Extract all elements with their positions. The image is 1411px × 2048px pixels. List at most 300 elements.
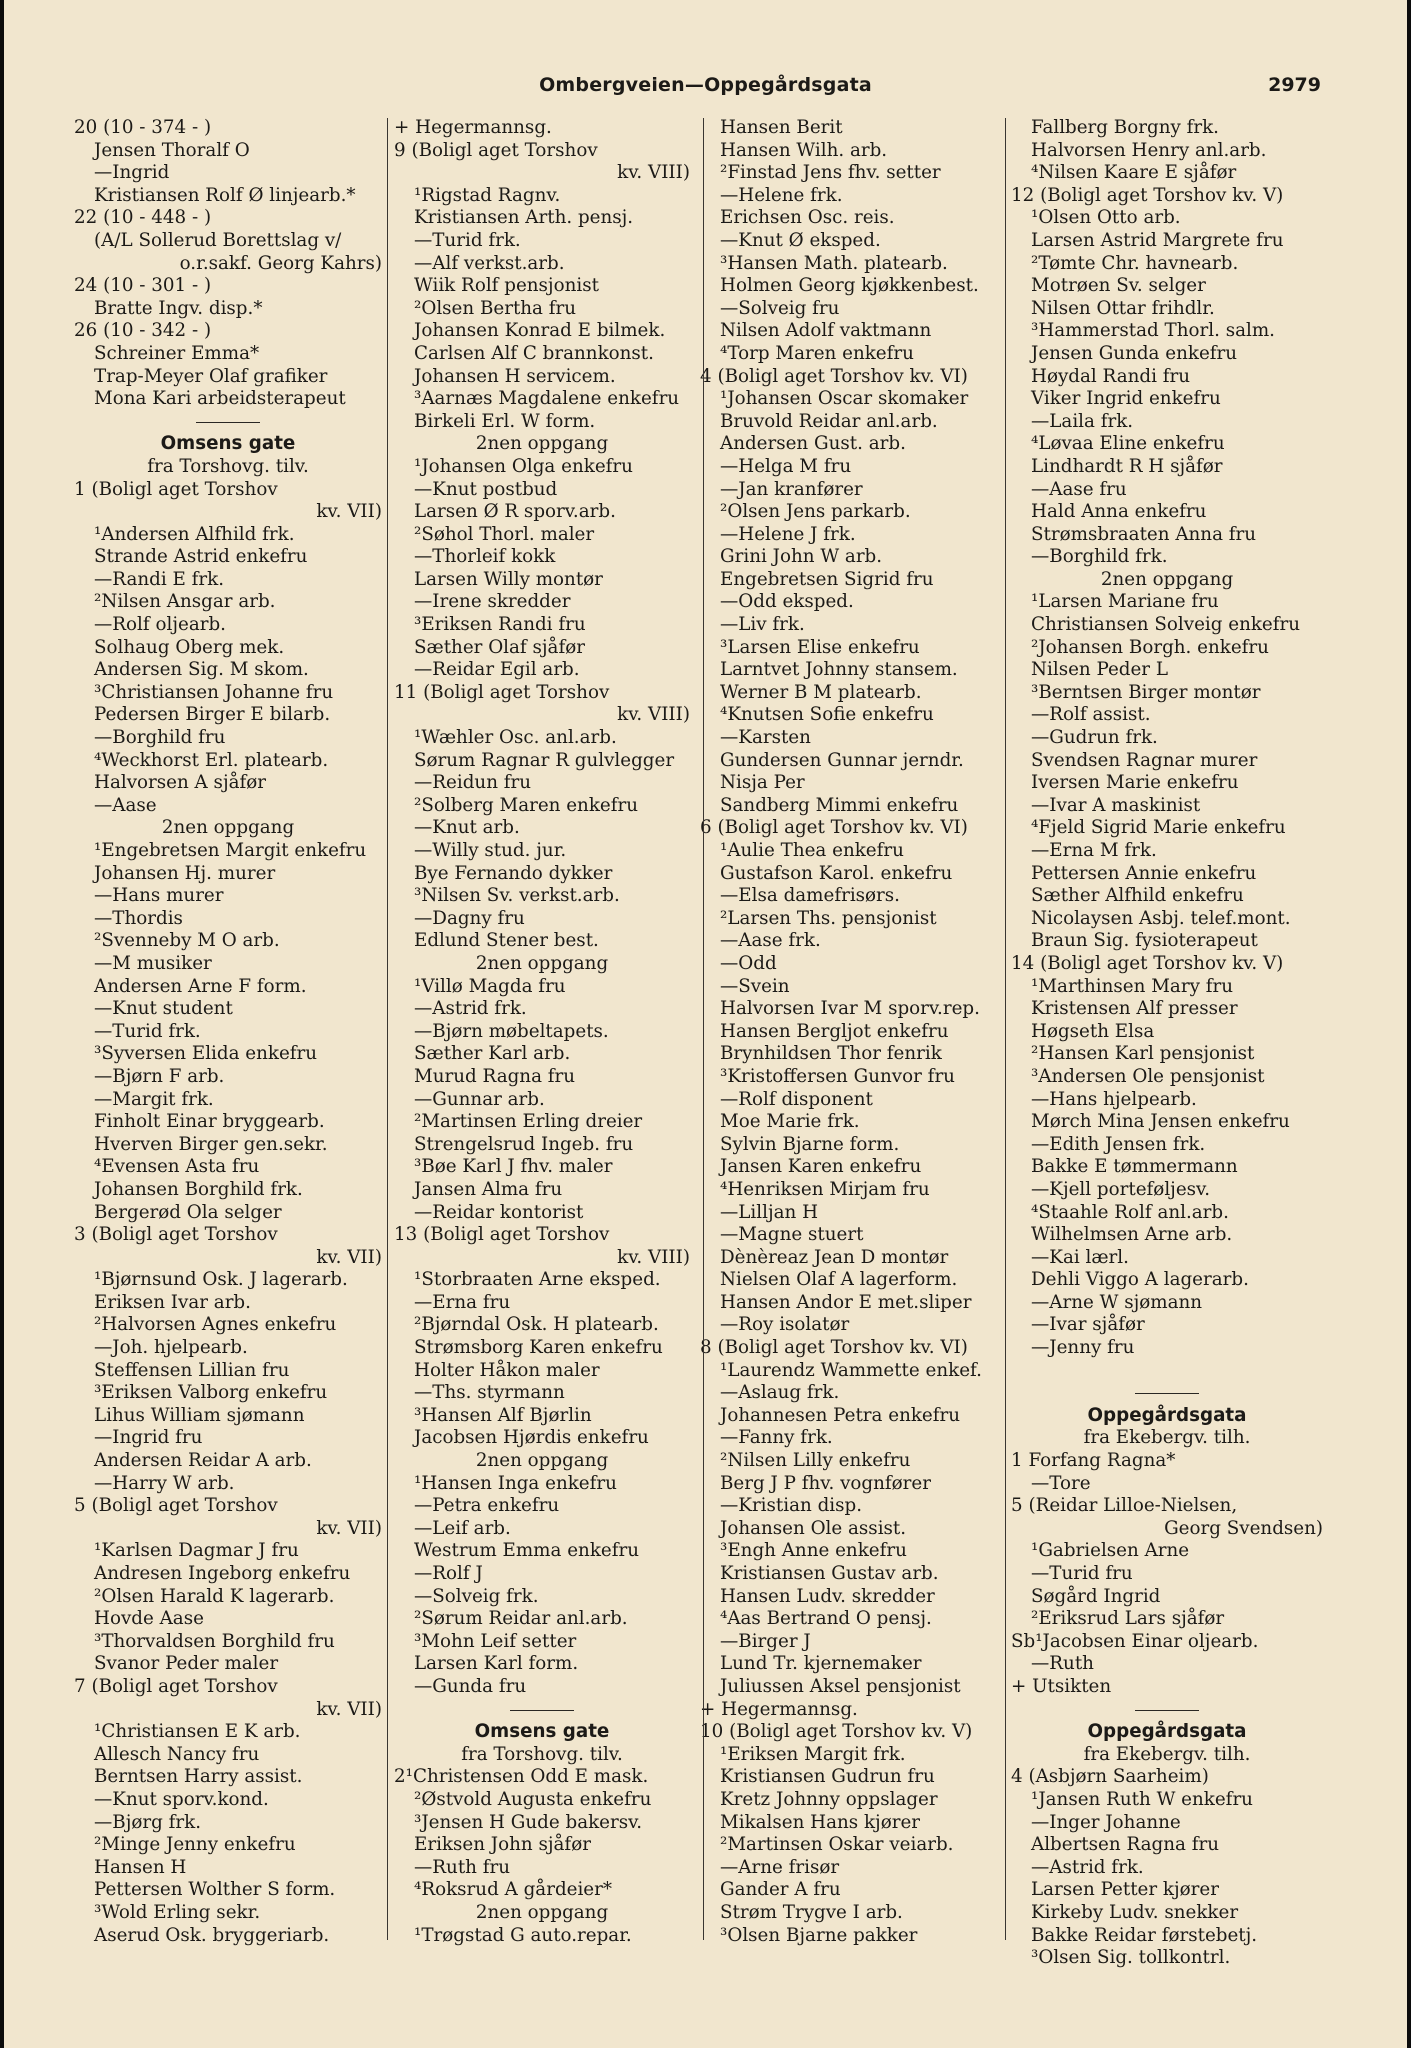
address-line: 12 (Boligl aget Torshov kv. V)	[1011, 184, 1284, 206]
directory-entry: Lindhardt R H sjåfør	[1031, 455, 1223, 477]
entry-continuation: kv. VII)	[316, 501, 382, 523]
directory-entry: —Reidar Egil arb.	[414, 659, 580, 681]
directory-entry: Braun Sig. fysioterapeut	[1031, 930, 1258, 952]
directory-entry: Bergerød Ola selger	[94, 1201, 282, 1223]
directory-entry: —Rolf J	[414, 1563, 483, 1584]
directory-entry: Sæther Olaf sjåfør	[414, 636, 585, 658]
directory-entry: ³Eriksen Randi fru	[414, 614, 586, 636]
directory-entry: —Kai lærl.	[1031, 1246, 1129, 1268]
directory-entry: ¹Eriksen Margit frk.	[720, 1743, 906, 1765]
page-title: Ombergveien—Oppegårdsgata	[539, 74, 872, 96]
directory-entry: Johansen Ole assist.	[720, 1517, 907, 1539]
directory-entry: —Leif arb.	[414, 1517, 511, 1539]
directory-entry: ³Kristoffersen Gunvor fru	[720, 1065, 955, 1087]
directory-entry: —Margit frk.	[94, 1088, 214, 1110]
directory-entry: ³Hammerstad Thorl. salm.	[1031, 320, 1275, 342]
directory-entry: —Liv frk.	[720, 614, 805, 636]
directory-entry: Larsen Petter kjører	[1031, 1879, 1219, 1901]
column-2	[394, 117, 690, 1947]
directory-entry: —Knut postbud	[414, 478, 558, 500]
directory-entry: Gustafson Karol. enkefru	[720, 862, 953, 884]
directory-entry: Nilsen Peder L	[1031, 659, 1168, 681]
directory-entry: Hovde Aase	[94, 1608, 204, 1630]
directory-entry: ¹Hansen Inga enkefru	[414, 1472, 617, 1494]
directory-entry: Holter Håkon maler	[414, 1359, 600, 1381]
directory-entry: Hansen Berit	[720, 117, 843, 138]
directory-entry: ²Sørum Reidar anl.arb.	[414, 1608, 628, 1630]
directory-entry: ³Andersen Ole pensjonist	[1031, 1065, 1265, 1087]
directory-entry: Carlsen Alf C brannkonst.	[414, 342, 654, 364]
directory-entry: —Knut Ø eksped.	[720, 229, 881, 251]
directory-entry: ¹Olsen Otto arb.	[1031, 207, 1181, 229]
directory-entry: —Birger J	[720, 1630, 811, 1652]
directory-entry: —Arne frisør	[720, 1856, 840, 1878]
directory-entry: ²Larsen Ths. pensjonist	[720, 907, 937, 929]
directory-entry: ¹Storbraaten Arne eksped.	[414, 1269, 661, 1291]
section-rule	[1011, 1699, 1323, 1722]
directory-entry: Bratte Ingv. disp.*	[94, 297, 263, 319]
column-divider	[1005, 118, 1006, 1940]
directory-entry: —Harry W arb.	[94, 1472, 235, 1494]
directory-entry: ⁴Aas Bertrand O pensj.	[720, 1608, 932, 1630]
directory-entry: —Inger Johanne	[1031, 1811, 1181, 1833]
directory-entry: —Joh. hjelpearb.	[94, 1337, 248, 1359]
directory-entry: Pettersen Wolther S form.	[94, 1879, 336, 1901]
directory-entry: ¹Karlsen Dagmar J fru	[94, 1540, 299, 1562]
address-line: 9 (Boligl aget Torshov	[394, 139, 598, 161]
directory-entry: Johansen Hj. murer	[94, 862, 276, 884]
column-4	[1011, 117, 1323, 1970]
address-line: 8 (Boligl aget Torshov kv. VI)	[700, 1337, 968, 1359]
directory-entry: Hansen Andor E met.sliper	[720, 1291, 972, 1313]
section-rule	[74, 411, 382, 434]
directory-entry: ³Hansen Math. platearb.	[720, 252, 948, 274]
directory-entry: Eriksen John sjåfør	[414, 1834, 591, 1856]
directory-entry: Mona Kari arbeidsterapeut	[94, 388, 346, 410]
directory-entry: —Bjørg frk.	[94, 1811, 202, 1833]
directory-entry: Fallberg Borgny frk.	[1031, 117, 1219, 138]
directory-entry: Trap-Meyer Olaf grafiker	[94, 365, 328, 387]
directory-entry: ²Martinsen Oskar veiarb.	[720, 1834, 954, 1856]
directory-entry: Gundersen Gunnar jerndr.	[720, 749, 964, 771]
page-header	[4, 74, 1407, 104]
section-label: 2nen oppgang	[1100, 568, 1234, 590]
directory-entry: Bakke E tømmermann	[1031, 1156, 1238, 1178]
directory-entry: —Aase	[94, 794, 157, 816]
directory-entry: —Astrid frk.	[1031, 1856, 1144, 1878]
directory-entry: ³Nilsen Sv. verkst.arb.	[414, 885, 620, 907]
directory-entry: Juliussen Aksel pensjonist	[720, 1675, 961, 1697]
directory-entry: Jensen Gunda enkefru	[1031, 342, 1238, 364]
directory-entry: —Gudrun frk.	[1031, 727, 1158, 749]
section-label: 2nen oppgang	[475, 1450, 609, 1472]
directory-entry: ²Olsen Harald K lagerarb.	[94, 1585, 335, 1607]
directory-entry: ²Minge Jenny enkefru	[94, 1834, 296, 1856]
directory-entry: —Willy stud. jur.	[414, 840, 567, 861]
directory-entry: —Solveig fru	[720, 297, 840, 319]
directory-entry: Brynhildsen Thor fenrik	[720, 1043, 942, 1065]
directory-entry: Søgård Ingrid	[1031, 1585, 1161, 1607]
section-label: 2nen oppgang	[475, 433, 609, 455]
directory-entry: ⁴Roksrud A gårdeier*	[414, 1879, 613, 1901]
directory-entry: ³Larsen Elise enkefru	[720, 636, 920, 658]
address-line: 3 (Boligl aget Torshov	[74, 1224, 278, 1246]
directory-entry: ¹Andersen Alfhild frk.	[94, 523, 295, 545]
directory-entry: ⁴Staahle Rolf anl.arb.	[1031, 1201, 1229, 1223]
directory-entry: ³Jensen H Gude bakersv.	[414, 1811, 643, 1833]
directory-entry: —Reidar kontorist	[414, 1201, 584, 1223]
directory-entry: Andersen Arne F form.	[94, 975, 307, 997]
directory-entry: ³Engh Anne enkefru	[720, 1540, 907, 1562]
directory-entry: —Dagny fru	[414, 907, 525, 929]
directory-entry: Nisja Per	[720, 772, 805, 794]
directory-entry: —Bjørn møbeltapets.	[414, 1020, 609, 1042]
directory-entry: ⁴Fjeld Sigrid Marie enkefru	[1031, 817, 1286, 839]
address-line: 22 (10 - 448 - )	[74, 207, 212, 229]
street-heading: Omsens gate	[474, 1721, 610, 1743]
directory-entry: ³Hansen Alf Bjørlin	[414, 1404, 592, 1426]
directory-entry: Larsen Willy montør	[414, 568, 603, 590]
directory-entry: Birkeli Erl. W form.	[414, 410, 596, 432]
address-line: 5 (Reidar Lilloe-Nielsen,	[1011, 1495, 1238, 1517]
entry-continuation: kv. VII)	[316, 1517, 382, 1539]
directory-entry: Andersen Gust. arb.	[720, 433, 906, 455]
directory-entry: Nielsen Olaf A lagerform.	[720, 1269, 958, 1291]
directory-entry: Solhaug Oberg mek.	[94, 636, 285, 658]
directory-entry: ¹Laurendz Wammette enkef.	[720, 1359, 982, 1381]
directory-entry: ⁴Løvaa Eline enkefru	[1031, 433, 1225, 455]
directory-entry: —Arne W sjømann	[1031, 1291, 1203, 1313]
directory-entry: Mørch Mina Jensen enkefru	[1031, 1111, 1290, 1133]
directory-entry: Holmen Georg kjøkkenbest.	[720, 275, 979, 297]
directory-entry: ³Bøe Karl J fhv. maler	[414, 1156, 613, 1178]
directory-entry: —Irene skredder	[414, 591, 571, 613]
directory-entry: Halvorsen A sjåfør	[94, 772, 267, 794]
directory-entry: —Aase fru	[1031, 478, 1127, 500]
directory-entry: —Aslaug frk.	[720, 1382, 840, 1404]
directory-entry: Sæther Alfhild enkefru	[1031, 885, 1244, 907]
entry-continuation: kv. VIII)	[617, 1246, 690, 1268]
directory-entry: Kristiansen Arth. pensj.	[414, 207, 634, 229]
directory-entry: Moe Marie frk.	[720, 1111, 860, 1133]
directory-entry: Nilsen Adolf vaktmann	[720, 320, 932, 342]
section-label: fra Torshovg. tilv.	[461, 1743, 623, 1765]
directory-entry: Hansen Bergljot enkefru	[720, 1020, 949, 1042]
directory-entry: ²Hansen Karl pensjonist	[1031, 1043, 1255, 1065]
directory-entry: Schreiner Emma*	[94, 342, 260, 364]
entry-continuation: kv. VII)	[316, 1246, 382, 1268]
directory-entry: —Edith Jensen frk.	[1031, 1133, 1206, 1155]
directory-entry: Kristensen Alf presser	[1031, 998, 1238, 1020]
directory-entry: ¹Larsen Mariane fru	[1031, 591, 1219, 613]
directory-entry: Iversen Marie enkefru	[1031, 772, 1239, 794]
directory-entry: Wiik Rolf pensjonist	[414, 275, 599, 297]
directory-entry: —Petra enkefru	[414, 1495, 560, 1517]
directory-entry: —Thorleif kokk	[414, 546, 556, 568]
directory-entry: ²Finstad Jens fhv. setter	[720, 162, 941, 184]
directory-entry: —Odd eksped.	[720, 591, 854, 613]
directory-entry: ⁴Torp Maren enkefru	[720, 342, 914, 364]
directory-entry: —Bjørn F arb.	[94, 1065, 225, 1087]
column-divider	[703, 118, 704, 1940]
directory-entry: Halvorsen Henry anl.arb.	[1031, 139, 1267, 161]
address-line: 2¹Christensen Odd E mask.	[394, 1766, 649, 1788]
directory-entry: ⁴Weckhorst Erl. platearb.	[94, 749, 329, 771]
directory-entry: Kristiansen Gudrun fru	[720, 1766, 935, 1788]
directory-entry: Bakke Reidar førstebetj.	[1031, 1924, 1258, 1946]
directory-entry: ³Berntsen Birger montør	[1031, 681, 1261, 703]
directory-entry: —Gunda fru	[414, 1675, 527, 1697]
directory-entry: —Fanny frk.	[720, 1427, 833, 1449]
directory-entry: Sylvin Bjarne form.	[720, 1133, 900, 1155]
address-line: Sb¹Jacobsen Einar oljearb.	[1011, 1630, 1259, 1652]
page-number: 2979	[1268, 74, 1321, 96]
address-line: 11 (Boligl aget Torshov	[394, 681, 610, 703]
directory-entry: ¹Trøgstad G auto.repar.	[414, 1924, 632, 1946]
directory-entry: Bruvold Reidar anl.arb.	[720, 410, 938, 432]
directory-entry: ¹Johansen Oscar skomaker	[720, 388, 969, 410]
directory-entry: ³Mohn Leif setter	[414, 1630, 577, 1652]
directory-entry: ⁴Nilsen Kaare E sjåfør	[1031, 162, 1237, 184]
street-heading: Omsens gate	[160, 433, 296, 455]
directory-entry: Høydal Randi fru	[1031, 365, 1191, 387]
directory-entry: ³Syversen Elida enkefru	[94, 1043, 318, 1065]
directory-entry: —M musiker	[94, 952, 212, 974]
directory-entry: —Elsa damefrisørs.	[720, 885, 900, 907]
directory-entry: Hansen Ludv. skredder	[720, 1585, 935, 1607]
directory-entry: Hansen Wilh. arb.	[720, 139, 888, 161]
directory-entry: —Karsten	[720, 727, 811, 749]
directory-entry: Aserud Osk. bryggeriarb.	[94, 1924, 330, 1946]
directory-entry: ²Olsen Jens parkarb.	[720, 501, 911, 523]
column-1	[74, 117, 382, 1947]
address-line: 10 (Boligl aget Torshov kv. V)	[700, 1721, 973, 1743]
directory-entry: Andersen Reidar A arb.	[94, 1450, 312, 1472]
directory-entry: —Borghild fru	[94, 727, 226, 749]
section-label: 2nen oppgang	[475, 1901, 609, 1923]
directory-entry: ²Søhol Thorl. maler	[414, 523, 595, 545]
directory-entry: Grini John W arb.	[720, 546, 883, 568]
directory-entry: Dènèreaz Jean D montør	[720, 1246, 949, 1268]
directory-entry: —Ruth fru	[414, 1856, 511, 1878]
address-line	[1011, 1360, 1323, 1383]
directory-entry: Halvorsen Ivar M sporv.rep.	[720, 998, 980, 1020]
directory-entry: —Rolf assist.	[1031, 704, 1151, 726]
directory-entry: ³Aarnæs Magdalene enkefru	[414, 388, 680, 410]
directory-entry: ³Christiansen Johanne fru	[94, 681, 334, 703]
directory-entry: ¹Villø Magda fru	[414, 975, 566, 997]
section-label: fra Ekebergv. tilh.	[1083, 1743, 1251, 1765]
directory-entry: Johansen Konrad E bilmek.	[414, 320, 666, 342]
directory-entry: Dehli Viggo A lagerarb.	[1031, 1269, 1249, 1291]
directory-entry: Larsen Karl form.	[414, 1653, 579, 1675]
directory-entry: ¹Engebretsen Margit enkefru	[94, 840, 367, 861]
directory-entry: Strømsbraaten Anna fru	[1031, 523, 1257, 545]
directory-entry: Kristiansen Gustav arb.	[720, 1563, 939, 1584]
address-line: 5 (Boligl aget Torshov	[74, 1495, 278, 1517]
directory-entry: Høgseth Elsa	[1031, 1020, 1155, 1042]
directory-entry: —Turid frk.	[94, 1020, 201, 1042]
directory-entry: —Borghild frk.	[1031, 546, 1168, 568]
directory-entry: —Alf verkst.arb.	[414, 252, 565, 274]
directory-entry: ³Olsen Bjarne pakker	[720, 1924, 918, 1946]
directory-entry: —Rolf oljearb.	[94, 614, 226, 636]
directory-entry: Jacobsen Hjørdis enkefru	[414, 1427, 649, 1449]
directory-entry: Edlund Stener best.	[414, 930, 599, 952]
directory-entry: ²Eriksrud Lars sjåfør	[1031, 1608, 1225, 1630]
directory-entry: Werner B M platearb.	[720, 681, 922, 703]
directory-entry: Pedersen Birger E bilarb.	[94, 704, 331, 726]
address-line: 1 Forfang Ragna*	[1011, 1450, 1176, 1472]
directory-entry: ¹Marthinsen Mary fru	[1031, 975, 1233, 997]
directory-entry: —Knut sporv.kond.	[94, 1788, 269, 1810]
directory-entry: —Kjell porteføljesv.	[1031, 1178, 1210, 1200]
section-label: fra Ekebergv. tilh.	[1083, 1427, 1251, 1449]
directory-entry: Mikalsen Hans kjører	[720, 1811, 921, 1833]
directory-entry: ²Johansen Borgh. enkefru	[1031, 636, 1269, 658]
directory-entry: —Hans murer	[94, 885, 224, 907]
directory-entry: —Rolf disponent	[720, 1088, 873, 1110]
directory-entry: Christiansen Solveig enkefru	[1031, 614, 1301, 636]
directory-entry: Murud Ragna fru	[414, 1065, 576, 1087]
directory-entry: Jansen Alma fru	[414, 1178, 563, 1200]
directory-entry: Hansen H	[94, 1856, 187, 1878]
directory-entry: ²Solberg Maren enkefru	[414, 794, 639, 816]
directory-entry: —Thordis	[94, 907, 183, 929]
directory-entry: ²Nilsen Lilly enkefru	[720, 1450, 911, 1472]
directory-entry: —Turid fru	[1031, 1563, 1133, 1584]
directory-entry: —Laila frk.	[1031, 410, 1134, 432]
directory-entry: —Erna fru	[414, 1291, 511, 1313]
directory-entry: Larntvet Johnny stansem.	[720, 659, 958, 681]
directory-entry: —Magne stuert	[720, 1224, 864, 1246]
address-line: + Hegermannsg.	[394, 117, 552, 138]
directory-entry: Sørum Ragnar R gulvlegger	[414, 749, 675, 771]
entry-continuation: kv. VIII)	[617, 162, 690, 184]
directory-entry: ¹Gabrielsen Arne	[1031, 1540, 1190, 1562]
address-line: 24 (10 - 301 - )	[74, 275, 212, 297]
directory-entry: Eriksen Ivar arb.	[94, 1291, 251, 1313]
directory-entry: Finholt Einar bryggearb.	[94, 1111, 325, 1133]
directory-entry: —Tore	[1031, 1472, 1091, 1494]
directory-entry: (A/L Sollerud Borettslag v/	[94, 229, 342, 251]
column-3	[700, 117, 1006, 1947]
directory-entry: ¹Rigstad Ragnv.	[414, 184, 561, 206]
directory-entry: Kretz Johnny oppslager	[720, 1788, 938, 1810]
directory-entry: —Solveig frk.	[414, 1585, 539, 1607]
directory-entry: ²Olsen Bertha fru	[414, 297, 577, 319]
directory-entry: Larsen Ø R sporv.arb.	[414, 501, 616, 523]
directory-entry: ²Svenneby M O arb.	[94, 930, 280, 952]
address-line: + Hegermannsg.	[700, 1698, 858, 1720]
street-heading: Oppegårdsgata	[1087, 1721, 1247, 1743]
directory-entry: Svendsen Ragnar murer	[1031, 749, 1258, 771]
directory-entry: Lund Tr. kjernemaker	[720, 1653, 922, 1675]
directory-entry: —Astrid frk.	[414, 998, 527, 1020]
directory-entry: Strøm Trygve I arb.	[720, 1901, 903, 1923]
directory-entry: ⁴Evensen Asta fru	[94, 1156, 260, 1178]
directory-entry: Johansen H servicem.	[414, 365, 616, 387]
address-line: 4 (Boligl aget Torshov kv. VI)	[700, 365, 968, 387]
directory-entry: —Ivar A maskinist	[1031, 794, 1201, 816]
directory-entry: —Reidun fru	[414, 772, 532, 794]
directory-entry: Wilhelmsen Arne arb.	[1031, 1224, 1233, 1246]
directory-entry: Viker Ingrid enkefru	[1031, 388, 1221, 410]
directory-entry: Bye Fernando dykker	[414, 862, 613, 884]
directory-entry: Andersen Sig. M skom.	[94, 659, 309, 681]
directory-entry: Engebretsen Sigrid fru	[720, 568, 934, 590]
directory-entry: —Helene frk.	[720, 184, 843, 206]
directory-entry: ²Tømte Chr. havnearb.	[1031, 252, 1239, 274]
directory-entry: —Ingrid	[94, 162, 170, 184]
directory-entry: —Aase frk.	[720, 930, 821, 952]
directory-entry: ⁴Knutsen Sofie enkefru	[720, 704, 934, 726]
entry-continuation: Georg Svendsen)	[1164, 1517, 1323, 1539]
directory-entry: —Jan kranfører	[720, 478, 863, 500]
directory-entry: Westrum Emma enkefru	[414, 1540, 639, 1562]
address-line: 1 (Boligl aget Torshov	[74, 478, 278, 500]
entry-continuation: kv. VIII)	[617, 704, 690, 726]
directory-entry: ³Thorvaldsen Borghild fru	[94, 1630, 335, 1652]
column-divider	[387, 118, 388, 1940]
directory-entry: —Ruth	[1031, 1653, 1094, 1675]
directory-entry: —Knut arb.	[414, 817, 520, 839]
directory-entry: ²Bjørndal Osk. H platearb.	[414, 1314, 659, 1336]
section-label: 2nen oppgang	[475, 952, 609, 974]
directory-entry: Nicolaysen Asbj. telef.mont.	[1031, 907, 1291, 929]
section-rule	[394, 1699, 690, 1722]
directory-entry: Strengelsrud Ingeb. fru	[414, 1133, 634, 1155]
directory-entry: —Kristian disp.	[720, 1495, 863, 1517]
directory-entry: Berntsen Harry assist.	[94, 1766, 303, 1788]
directory-entry: Johannesen Petra enkefru	[720, 1404, 961, 1426]
directory-entry: Sandberg Mimmi enkefru	[720, 794, 959, 816]
address-line: 14 (Boligl aget Torshov kv. V)	[1011, 952, 1284, 974]
directory-entry: Strande Astrid enkefru	[94, 546, 308, 568]
directory-entry: ¹Jansen Ruth W enkefru	[1031, 1788, 1253, 1810]
directory-entry: Strømsborg Karen enkefru	[414, 1337, 663, 1359]
directory-entry: —Erna M frk.	[1031, 840, 1157, 861]
directory-entry: Kirkeby Ludv. snekker	[1031, 1901, 1239, 1923]
directory-entry: ¹Wæhler Osc. anl.arb.	[414, 727, 617, 749]
directory-entry: Berg J P fhv. vognfører	[720, 1472, 931, 1494]
directory-entry: Nilsen Ottar frihdlr.	[1031, 297, 1215, 319]
directory-entry: Johansen Borghild frk.	[94, 1178, 303, 1200]
directory-entry: Jansen Karen enkefru	[720, 1156, 922, 1178]
directory-entry: Larsen Astrid Margrete fru	[1031, 229, 1284, 251]
section-rule	[1011, 1382, 1323, 1405]
directory-entry: Albertsen Ragna fru	[1031, 1834, 1219, 1856]
directory-entry: Gander A fru	[720, 1879, 841, 1901]
directory-entry: —Knut student	[94, 998, 233, 1020]
directory-entry: Kristiansen Rolf Ø linjearb.*	[94, 184, 356, 206]
directory-entry: —Ingrid fru	[94, 1427, 203, 1449]
directory-entry: Hald Anna enkefru	[1031, 501, 1207, 523]
directory-entry: ¹Bjørnsund Osk. J lagerarb.	[94, 1269, 348, 1291]
directory-entry: ¹Christiansen E K arb.	[94, 1721, 301, 1743]
directory-entry: —Gunnar arb.	[414, 1088, 545, 1110]
directory-entry: —Svein	[720, 975, 790, 997]
address-line: 13 (Boligl aget Torshov	[394, 1224, 610, 1246]
address-line: 4 (Asbjørn Saarheim)	[1011, 1766, 1209, 1788]
directory-entry: ²Martinsen Erling dreier	[414, 1111, 643, 1133]
directory-entry: —Helga M fru	[720, 455, 852, 477]
directory-page	[4, 0, 1407, 2048]
directory-entry: Lihus William sjømann	[94, 1404, 305, 1426]
address-line: + Utsikten	[1011, 1675, 1112, 1697]
address-line: 26 (10 - 342 - )	[74, 320, 212, 342]
directory-entry: —Odd	[720, 952, 777, 974]
